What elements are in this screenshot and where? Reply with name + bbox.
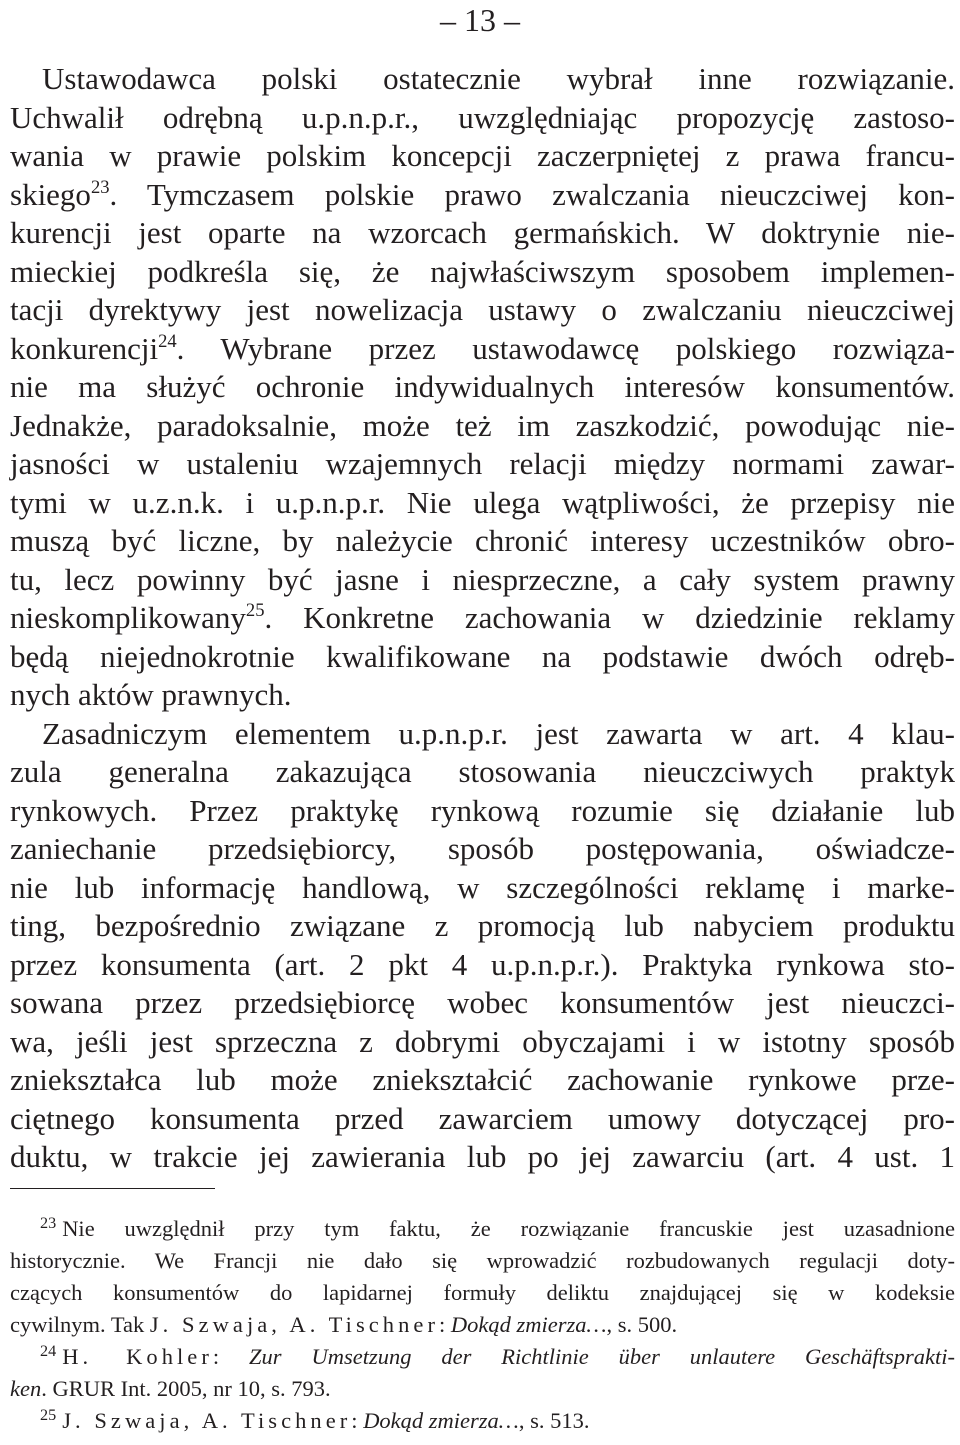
footnote-divider (10, 1188, 215, 1189)
footnote-line: czących konsumentów do lapidarnej formuły deliktu znajdującej się w kodeksie (10, 1280, 955, 1305)
footnote-23 (10, 1213, 955, 1245)
text-line: zniekształca lub może zniekształcić zachowanie rynkowe prze- (10, 1062, 955, 1097)
text-span: nieskomplikowany (10, 600, 246, 635)
text-line: będą niejednokrotnie kwalifikowane na podstawie dwóch odręb- (10, 638, 955, 674)
footnote-text: : (351, 1408, 364, 1433)
text-line: tu, lecz powinny być jasne i niesprzeczne, a cały system prawny (10, 561, 955, 597)
footnote-text: , s. 500. (606, 1312, 678, 1337)
text-line: ting, bezpośrednio związane z promocją lub nabyciem produktu (10, 908, 955, 943)
text-line: Ustawodawca polski ostatecznie wybrał inne rozwiązanie. (42, 61, 955, 96)
footnotes (10, 1213, 955, 1437)
footnote-ref-25[interactable]: 25 (245, 599, 265, 621)
footnote-text: . GRUR Int. 2005, nr 10, s. 793. (41, 1376, 331, 1401)
text-line: duktu, w trakcie jej zawierania lub po jej zawarciu (art. 4 ust. 1 (10, 1139, 955, 1174)
footnote-text: : (438, 1312, 451, 1337)
text-line (10, 599, 955, 638)
footnote-author: J. Szwaja, A. Tischner (62, 1408, 352, 1433)
text-line: zaniechanie przedsiębiorcy, sposób postępowania, oświadcze- (10, 831, 955, 866)
footnote-text: , s. 513. (518, 1408, 590, 1433)
footnote-ref-23[interactable]: 23 (90, 176, 110, 198)
text-line: muszą być liczne, by należycie chronić interesy uczestników obro- (10, 523, 955, 558)
footnote-title: Dokąd zmierza… (450, 1312, 607, 1337)
footnote-title: ken (10, 1376, 42, 1401)
footnote-text: : (212, 1344, 250, 1369)
text-span: . Wybrane przez ustawodawcę polskiego rozwiąza- (176, 330, 955, 366)
footnote-ref-24[interactable]: 24 (158, 330, 177, 352)
footnote-number: 25 (40, 1405, 57, 1424)
text-line: wa, jeśli jest sprzeczna z dobrymi obyczajami i w istotny sposób (10, 1023, 955, 1059)
text-span: . Tymczasem polskie prawo zwalczania nieuczciwej kon- (109, 176, 955, 212)
text-line: nie lub informację handlową, w szczególności reklamę i marke- (10, 869, 955, 905)
page-number: – 13 – (440, 2, 520, 38)
text-span: konkurencji (10, 330, 159, 366)
text-line: rynkowych. Przez praktykę rynkową rozumie się działanie lub (10, 792, 955, 828)
text-span: . Konkretne zachowania w dziedzinie reklamy (264, 600, 955, 635)
main-text (10, 60, 955, 1177)
text-line: kurencji jest oparte na wzorcach germańskich. W doktrynie nie- (10, 215, 955, 250)
text-line: mieckiej podkreśla się, że najwłaściwszym sposobem implemen- (10, 253, 955, 289)
footnote-author: H. Kohler (62, 1344, 213, 1369)
footnote-line (10, 1309, 955, 1341)
text-line (10, 330, 955, 369)
text-line: wania w prawie polskim koncepcji zaczerpniętej z prawa francu- (10, 138, 955, 173)
text-line (10, 176, 955, 215)
footnote-line (10, 1373, 955, 1405)
text-line: nych aktów prawnych. (10, 677, 292, 712)
footnote-number: 24 (40, 1341, 57, 1360)
footnote-title: Zur Umsetzung der Richtlinie über unlautere Geschäftsprakti- (249, 1344, 955, 1369)
text-line: nie ma służyć ochronie indywidualnych interesów konsumentów. (10, 369, 955, 404)
text-line: Uchwalił odrębną u.p.n.p.r., uwzględniając propozycję zastoso- (10, 99, 955, 135)
text-line: tacji dyrektywy jest nowelizacja ustawy o zwalczaniu nieuczciwej (10, 292, 955, 327)
text-line: przez konsumenta (art. 2 pkt 4 u.p.n.p.r.). Praktyka rynkowa sto- (10, 946, 955, 982)
footnote-text: Nie uwzględnił przy tym faktu, że rozwiązanie francuskie jest uzasadnione (62, 1216, 955, 1241)
footnote-number: 23 (40, 1213, 57, 1232)
text-line: sowana przez przedsiębiorcę wobec konsumentów jest nieuczci- (10, 985, 955, 1020)
text-line: tymi w u.z.n.k. i u.p.n.p.r. Nie ulega wątpliwości, że przepisy nie (10, 484, 955, 520)
footnote-title: Dokąd zmierza… (363, 1408, 519, 1433)
text-line: zula generalna zakazująca stosowania nieuczciwych praktyk (10, 754, 955, 789)
footnote-author: J. Szwaja, A. Tischner (149, 1312, 439, 1337)
text-line: Jednakże, paradoksalnie, może też im zaszkodzić, powodując nie- (10, 407, 955, 443)
footnote-line: historycznie. We Francji nie dało się wprowadzić rozbudowanych regulacji doty- (10, 1248, 955, 1273)
text-line: ciętnego konsumenta przed zawarciem umowy dotyczącej pro- (10, 1100, 955, 1136)
footnote-text: cywilnym. Tak (10, 1312, 150, 1337)
footnote-25 (10, 1405, 955, 1437)
footnote-24 (10, 1341, 955, 1373)
text-span: skiego (10, 176, 91, 212)
text-line: Zasadniczym elementem u.p.n.p.r. jest zawarta w art. 4 klau- (42, 715, 955, 751)
text-line: jasności w ustaleniu wzajemnych relacji między normami zawar- (10, 446, 955, 481)
